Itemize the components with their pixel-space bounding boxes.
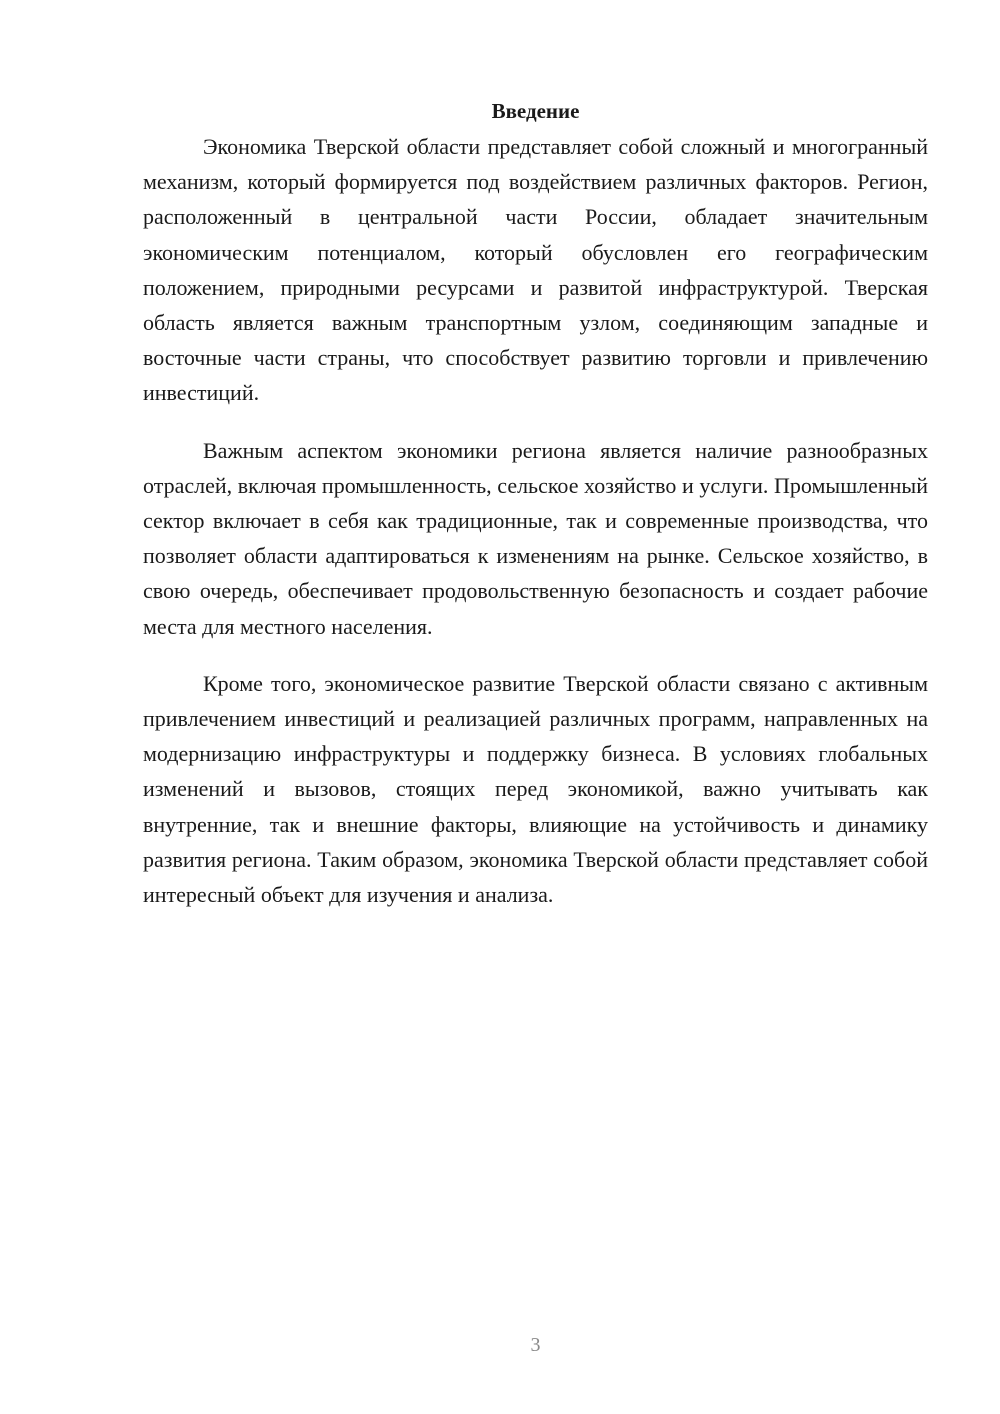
section-heading: Введение xyxy=(491,99,580,123)
paragraph-3: Кроме того, экономическое развитие Тверской области связано с активным привлечением инвестиций и реализацией различных программ, направленных на модернизацию инфраструктуры и поддержку бизнеса. В условиях глобальных изменений и вызовов, стоящих перед экономикой, важно учитывать как внутренние, так и внешние факторы, влияющие на устойчивость и динамику развития региона. Таким образом, экономика Тверской области представляет собой интересный объект для изучения и анализа. xyxy=(143,670,928,908)
page-content xyxy=(143,94,928,934)
paragraph-2: Важным аспектом экономики региона является наличие разнообразных отраслей, включая промышленность, сельское хозяйство и услуги. Промышленный сектор включает в себя как традиционные, так и современные производства, что позволяет области адаптироваться к изменениям на рынке. Сельское хозяйство, в свою очередь, обеспечивает продовольственную безопасность и создает рабочие места для местного населения. xyxy=(143,437,928,639)
page-number: 3 xyxy=(530,1334,541,1356)
paragraph-1: Экономика Тверской области представляет собой сложный и многогранный механизм, который формируется под воздействием различных факторов. Регион, расположенный в центральной части России, обладает значительным экономическим потенциалом, который обусловлен его географическим положением, природными ресурсами и развитой инфраструктурой. Тверская область является важным транспортным узлом, соединяющим западные и восточные части страны, что способствует развитию торговли и привлечению инвестиций. xyxy=(143,134,928,406)
